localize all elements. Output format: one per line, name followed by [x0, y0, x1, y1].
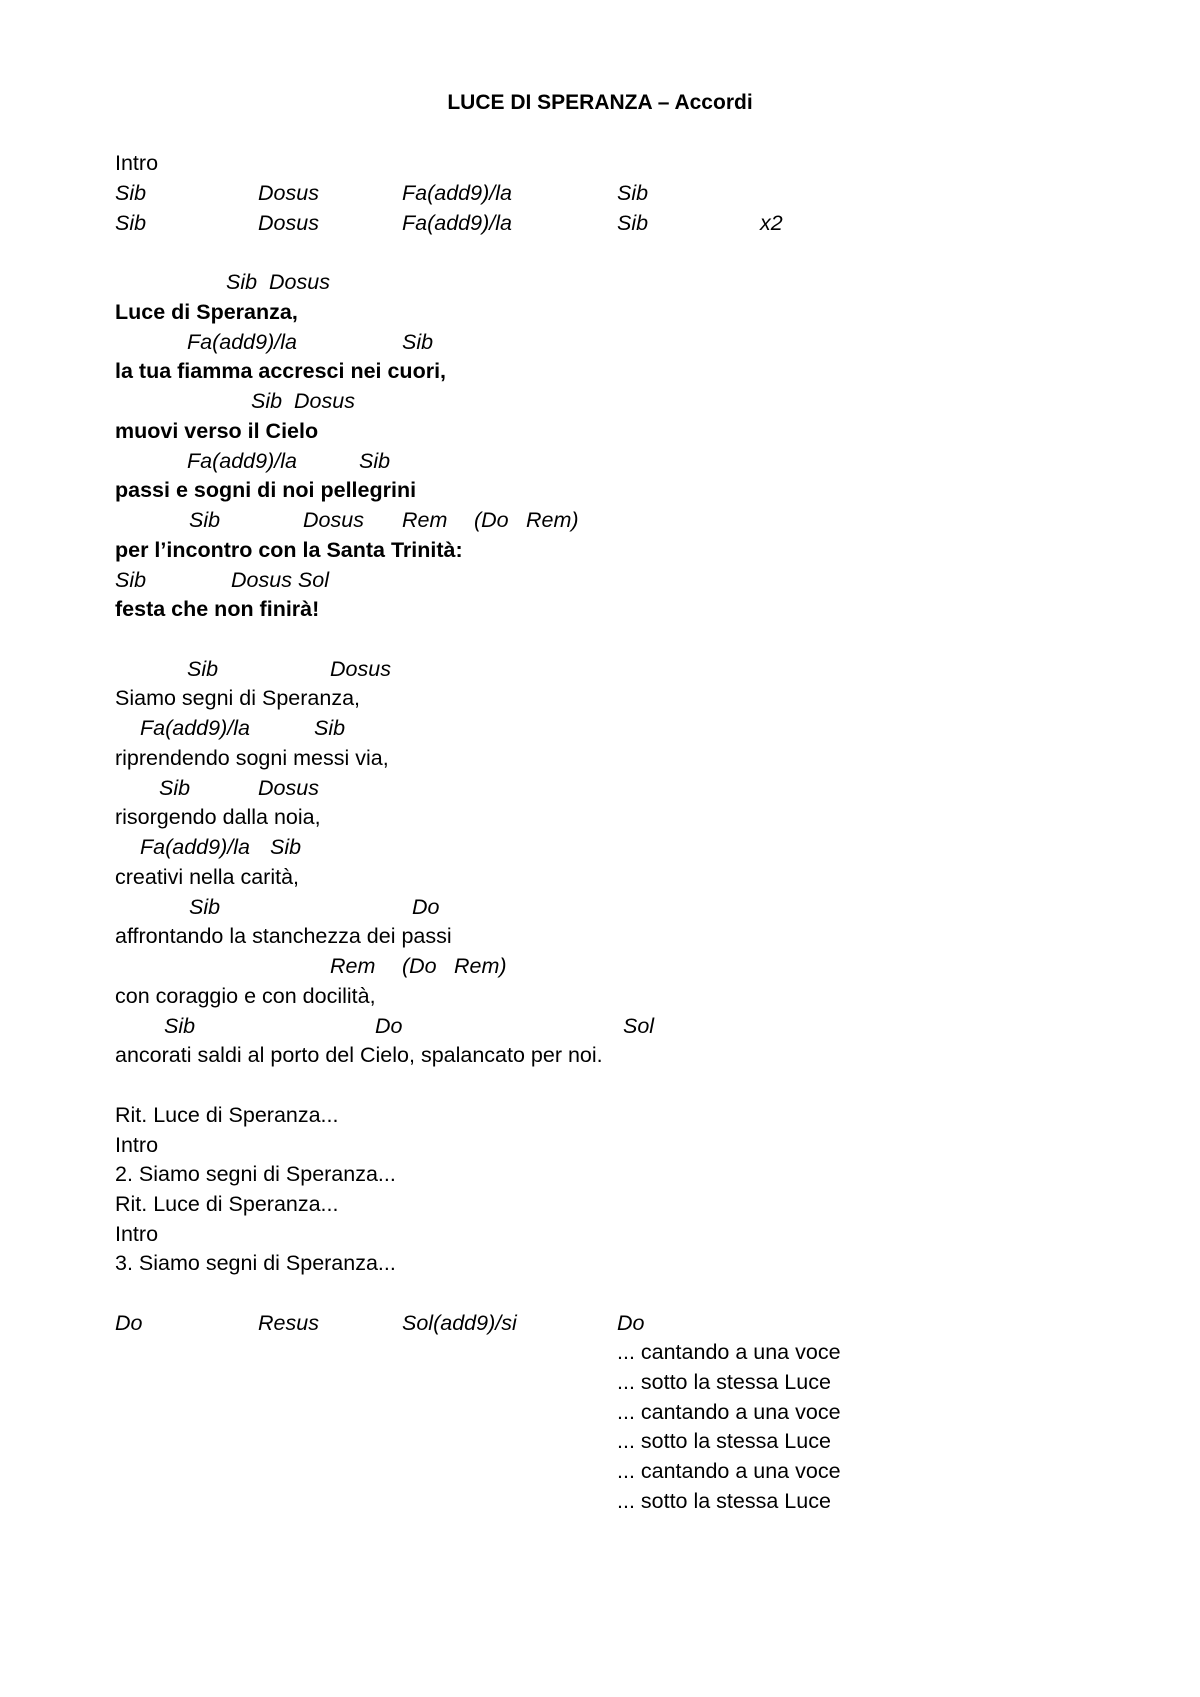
chorus-chords-1 — [0, 267, 1200, 297]
chorus-chords-2 — [0, 327, 1200, 357]
verse-chords-6 — [0, 951, 1200, 981]
chord: Rem) — [454, 954, 507, 978]
chorus-lyric-6: festa che non finirà! — [115, 597, 320, 621]
structure-line: 2. Siamo segni di Speranza... — [115, 1162, 396, 1186]
chord: Sib — [359, 449, 391, 473]
outro-line: ... cantando a una voce — [617, 1340, 841, 1364]
verse-lyric-4: creativi nella carità, — [115, 865, 300, 889]
chord: Fa(add9)/la — [187, 449, 297, 473]
verse-chords-3 — [0, 773, 1200, 803]
verse-chords-4 — [0, 832, 1200, 862]
chord: (Do — [402, 954, 437, 978]
intro-label: Intro — [115, 151, 159, 175]
chord: Sib — [270, 835, 302, 859]
chorus-lyric-3: muovi verso il Cielo — [115, 419, 319, 443]
chord: Do — [115, 1311, 143, 1335]
page-title: LUCE DI SPERANZA – Accordi — [447, 91, 753, 114]
structure-line: Intro — [115, 1222, 159, 1246]
chord: Sib — [115, 568, 147, 592]
chord: Sib — [189, 508, 221, 532]
outro-line: ... cantando a una voce — [617, 1400, 841, 1424]
chord: Fa(add9)/la — [402, 181, 512, 205]
chorus-lyric-2: la tua fiamma accresci nei cuori, — [115, 359, 447, 383]
verse-lyric-3: risorgendo dalla noia, — [115, 805, 321, 829]
chord: Sib — [115, 211, 147, 235]
chord: Sib — [402, 330, 434, 354]
verse-chords-7 — [0, 1011, 1200, 1041]
chorus-chords-5 — [0, 505, 1200, 535]
chord: Sib — [164, 1014, 196, 1038]
chord: Dosus — [258, 776, 319, 800]
chord: Fa(add9)/la — [402, 211, 512, 235]
structure-line: Rit. Luce di Speranza... — [115, 1192, 339, 1216]
chord: (Do — [474, 508, 509, 532]
chord: Dosus — [269, 270, 330, 294]
chord: Dosus — [303, 508, 364, 532]
structure-line: 3. Siamo segni di Speranza... — [115, 1251, 396, 1275]
verse-lyric-1: Siamo segni di Speranza, — [115, 686, 361, 710]
chorus-lyric-5: per l’incontro con la Santa Trinità: — [115, 538, 463, 562]
chord: Do — [375, 1014, 403, 1038]
intro-chord-row-2 — [0, 208, 1200, 238]
structure-line: Intro — [115, 1133, 159, 1157]
verse-lyric-2: riprendendo sogni messi via, — [115, 746, 389, 770]
chord: Do — [412, 895, 440, 919]
verse-lyric-5: affrontando la stanchezza dei passi — [115, 924, 452, 948]
chord: Sib — [189, 895, 221, 919]
outro-line: ... sotto la stessa Luce — [617, 1429, 831, 1453]
chord: Sib — [226, 270, 258, 294]
repeat-marker: x2 — [760, 211, 783, 235]
chorus-lyric-4: passi e sogni di noi pellegrini — [115, 478, 417, 502]
chord: Rem — [330, 954, 376, 978]
chord: Fa(add9)/la — [140, 716, 250, 740]
chord: Sib — [314, 716, 346, 740]
chord: Fa(add9)/la — [187, 330, 297, 354]
chord: Dosus — [294, 389, 355, 413]
chord: Dosus — [258, 181, 319, 205]
verse-chords-2 — [0, 713, 1200, 743]
verse-lyric-7: ancorati saldi al porto del Cielo, spalancato per noi. — [115, 1043, 603, 1067]
chord: Sib — [115, 181, 147, 205]
chord: Sol(add9)/si — [402, 1311, 517, 1335]
chord: Sib — [187, 657, 219, 681]
verse-chords-1 — [0, 654, 1200, 684]
outro-line: ... sotto la stessa Luce — [617, 1370, 831, 1394]
structure-line: Rit. Luce di Speranza... — [115, 1103, 339, 1127]
chord: Dosus Sol — [231, 568, 329, 592]
chord: Dosus — [258, 211, 319, 235]
chorus-chords-6 — [0, 565, 1200, 595]
chorus-lyric-1: Luce di Speranza, — [115, 300, 298, 324]
chord: Resus — [258, 1311, 319, 1335]
chord: Fa(add9)/la — [140, 835, 250, 859]
chord: Do — [617, 1311, 645, 1335]
chorus-chords-3 — [0, 386, 1200, 416]
verse-lyric-6: con coraggio e con docilità, — [115, 984, 376, 1008]
intro-chord-row-1 — [0, 178, 1200, 208]
outro-chords — [0, 1308, 1200, 1338]
chorus-chords-4 — [0, 446, 1200, 476]
chord: Rem) — [526, 508, 579, 532]
chord: Sib — [617, 211, 649, 235]
outro-line: ... sotto la stessa Luce — [617, 1489, 831, 1513]
chord: Sib — [159, 776, 191, 800]
verse-chords-5 — [0, 892, 1200, 922]
chord: Sol — [623, 1014, 655, 1038]
chord: Rem — [402, 508, 448, 532]
chord: Dosus — [330, 657, 391, 681]
outro-line: ... cantando a una voce — [617, 1459, 841, 1483]
chord: Sib — [617, 181, 649, 205]
chord: Sib — [251, 389, 283, 413]
